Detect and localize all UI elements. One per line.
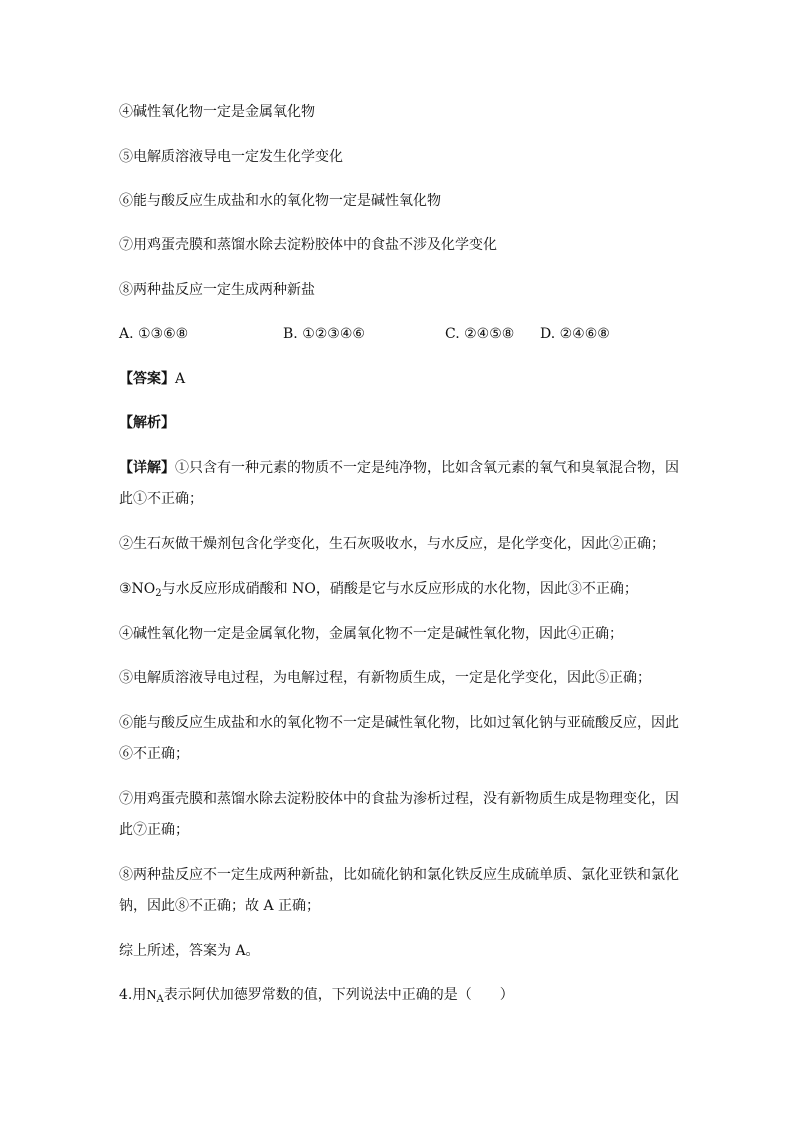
detail-p7-line1: ⑦用鸡蛋壳膜和蒸馏水除去淀粉胶体中的食盐为渗析过程，没有新物质生成是物理变化，因 [119, 791, 679, 807]
detail-paragraph-5: ⑤电解质溶液导电过程，为电解过程，有新物质生成，一定是化学变化，因此⑤正确； [119, 670, 651, 686]
option-c: C. ②④⑤⑧ [445, 326, 515, 342]
question-text: 表示阿伏加德罗常数的值，下列说法中正确的是（ ） [163, 987, 514, 1003]
detail-p8-line2: 钠，因此⑧不正确；故 A 正确； [119, 898, 321, 914]
next-question [119, 986, 514, 1005]
answer-options [119, 325, 679, 343]
summary-line: 综上所述，答案为 A。 [119, 943, 260, 959]
detail-p6-line2: ⑥不正确； [119, 746, 189, 762]
answer-line [119, 370, 185, 388]
na-subscript: A [156, 994, 164, 1005]
statement-4: ④碱性氧化物一定是金属氧化物 [119, 104, 315, 120]
detail-paragraph-4: ④碱性氧化物一定是金属氧化物，金属氧化物不一定是碱性氧化物，因此④正确； [119, 626, 623, 642]
detail-paragraph-2: ②生石灰做干燥剂包含化学变化，生石灰吸收水，与水反应，是化学变化，因此②正确； [119, 536, 665, 552]
option-a: A. ①③⑥⑧ [119, 326, 189, 342]
answer-value: A [175, 371, 186, 387]
detail-p1-line2: 此①不正确； [119, 491, 203, 507]
detail-p7-line2: 此⑦正确； [119, 822, 189, 838]
option-d: D. ②④⑥⑧ [540, 326, 610, 342]
detail-p8-line1: ⑧两种盐反应不一定生成两种新盐，比如硫化钠和氯化铁反应生成硫单质、氯化亚铁和氯化 [119, 867, 679, 883]
detail-paragraph-1 [119, 459, 679, 477]
detail-paragraph-3 [119, 580, 638, 598]
statement-8: ⑧两种盐反应一定生成两种新盐 [119, 282, 315, 298]
question-number: 4.用 [119, 987, 147, 1003]
statement-6: ⑥能与酸反应生成盐和水的氧化物一定是碱性氧化物 [119, 193, 441, 209]
statement-7: ⑦用鸡蛋壳膜和蒸馏水除去淀粉胶体中的食盐不涉及化学变化 [119, 237, 497, 253]
no2-subscript: 2 [155, 588, 162, 599]
detail-p6-line1: ⑥能与酸反应生成盐和水的氧化物不一定是碱性氧化物，比如过氧化钠与亚硫酸反应，因此 [119, 715, 679, 731]
na-symbol: N [146, 988, 157, 1003]
detail-p3-post: 与水反应形成硝酸和 NO，硝酸是它与水反应形成的水化物，因此③不正确； [161, 581, 638, 597]
option-b: B. ①②③④⑥ [283, 326, 365, 342]
statement-5: ⑤电解质溶液导电一定发生化学变化 [119, 149, 343, 165]
detail-p1-line1: ①只含有一种元素的物质不一定是纯净物，比如含氧元素的氧气和臭氧混合物，因 [175, 460, 679, 476]
detail-label: 【详解】 [119, 460, 175, 476]
detail-p3-pre: ③NO [119, 581, 156, 597]
answer-label: 【答案】 [119, 371, 175, 387]
analysis-heading: 【解析】 [119, 415, 175, 431]
